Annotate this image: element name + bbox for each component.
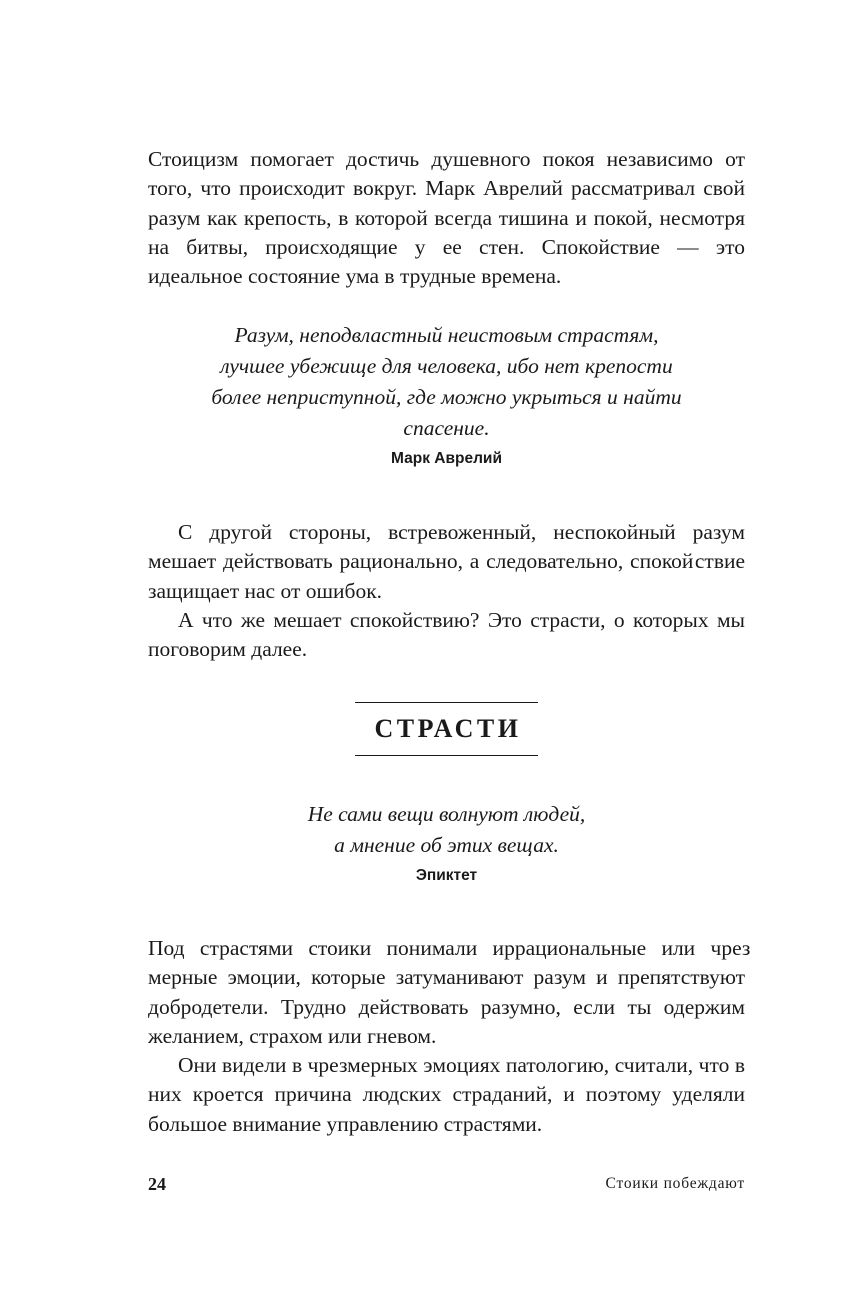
paragraph-text [148,518,745,606]
text-line: мешает действовать рационально, а следовательно, спокой [148,549,694,574]
quote-line: лучшее убежище для человека, ибо нет крепости [220,354,673,378]
paragraph-text [148,934,751,1051]
text-line: уделяли большое внимание управлению страстями. [148,1082,746,1136]
heading-rule-bottom [355,755,538,756]
quote-line: а мнение об этих вещах. [334,833,559,857]
text-line: что в них кроется причина людских страданий, и поэтому [148,1053,746,1107]
chapter-heading: СТРАСТИ [374,714,522,743]
quote-line: спасение. [403,416,490,440]
text-line: свой разум как крепость, в которой всегда тишина и покой, [148,176,746,230]
text-line: это идеальное состояние ума в трудные времена. [148,234,745,289]
book-page [148,0,751,1300]
chapter-heading-block [355,702,538,756]
text-line: мерные эмоции, которые затуманивают разум и препятствуют [148,965,745,990]
paragraph-text [148,606,745,665]
page-number: 24 [148,1174,166,1194]
paragraph-intro [148,145,745,291]
text-line: желанием, страхом или гневом. [148,1023,437,1048]
text-line: Под страстями стоики понимали иррациональные или чрез [148,936,751,960]
text-line: несмотря на битвы, происходящие у ее стен. Спокойствие — [148,205,745,259]
quote-line: Не сами вещи волнуют людей, [307,802,586,826]
text-line: от того, что происходит вокруг. Марк Аврелий рассматривал [148,147,745,201]
page-footer [148,1172,745,1196]
quote-text [148,320,745,444]
paragraph-group-calm [148,518,745,664]
paragraph-text [148,1051,745,1139]
quote-line: более неприступной, где можно укрыться и найти [211,385,682,409]
quote-author: Эпиктет [415,867,478,884]
quote-text [148,799,745,861]
running-title: Стоики побеждают [605,1175,745,1192]
paragraph-text [148,145,745,291]
text-line: А что же мешает спокойствию? Это страсти, о которых [178,607,709,632]
paragraph-group-passions [148,934,751,1139]
epigraph-quote-marcus [148,320,745,469]
text-line: мы поговорим далее. [148,607,745,662]
quote-author: Марк Аврелий [391,450,502,467]
text-line: Стоицизм помогает достичь душевного покоя независимо [148,147,714,171]
text-line: ствие защищает нас от ошибок. [148,549,746,603]
epigraph-quote-epictetus [148,799,745,886]
quote-line: Разум, неподвластный неистовым страстям, [234,323,659,347]
text-line: добродетели. Трудно действовать разумно, если ты одержим [148,994,745,1019]
text-line: Они видели в чрезмерных эмоциях патологию, считали, [178,1053,694,1078]
text-line: С другой стороны, встревоженный, неспокойный разум [178,520,745,544]
